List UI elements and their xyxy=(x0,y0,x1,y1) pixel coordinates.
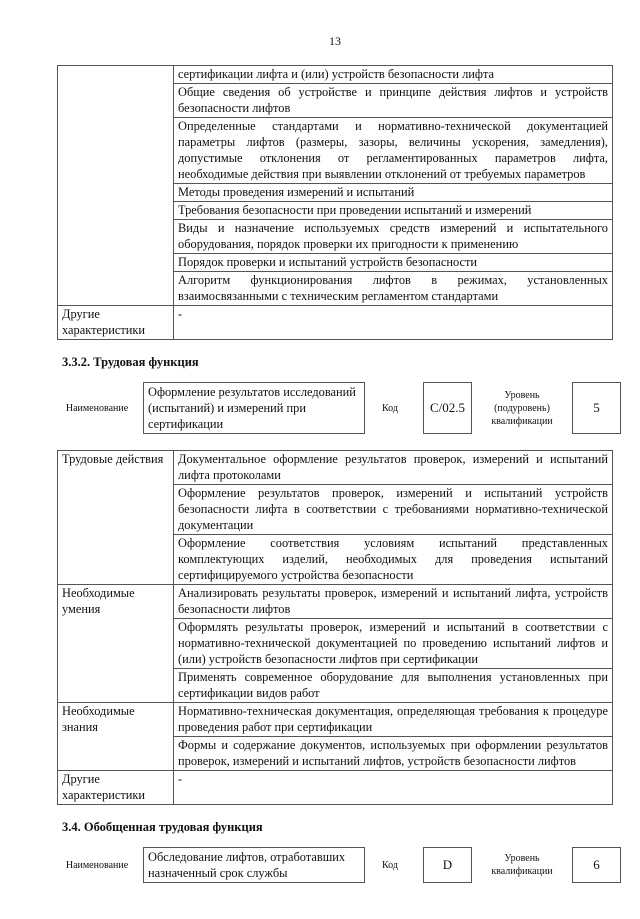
table-row: Виды и назначение используемых средств измерений и испытательного оборудования, порядок проверки их пригодности к применению xyxy=(174,220,613,254)
knowledge-table-continued xyxy=(57,65,613,340)
table-row: Алгоритм функционирования лифтов в режимах, установленных взаимосвязанными с техническим регламентом стандартами xyxy=(174,272,613,306)
table-row: Общие сведения об устройстве и принципе действия лифтов и устройств безопасности лифтов xyxy=(174,84,613,118)
table-row: Оформление соответствия условиям испытаний представленных комплектующих изделий, необходимых для проведения испытаний сертифицируемого устройства безопасности xyxy=(174,535,613,585)
table-row: Формы и содержание документов, используемых при оформлении результатов проверок, измерений и испытаний лифтов, устройств безопасности лифтов xyxy=(174,737,613,771)
table-row: Документальное оформление результатов проверок, измерений и испытаний лифта протоколами xyxy=(174,451,613,485)
level-label: Уровень (подуровень) квалификации xyxy=(491,389,553,427)
table-row: Оформлять результаты проверок, измерений и испытаний в соответствии с нормативно-технической документацией по проведению испытаний лифтов и (или) устройств безопасности лифтов при сертификации xyxy=(174,619,613,669)
level-label: Уровень квалификации xyxy=(491,853,553,877)
generalized-function-header-row xyxy=(57,847,613,883)
function-header-row xyxy=(57,382,613,434)
name-label: Наименование xyxy=(65,402,129,414)
table-row: Применять современное оборудование для выполнения установленных при сертификации видов работ xyxy=(174,669,613,703)
table-row: Порядок проверки и испытаний устройств безопасности xyxy=(174,254,613,272)
section-heading: 3.4. Обобщенная трудовая функция xyxy=(62,820,263,834)
row-label: Необходимые умения xyxy=(58,585,174,703)
code-value: C/02.5 xyxy=(423,382,472,434)
function-name: Оформление результатов исследований (испытаний) и измерений при сертификации xyxy=(143,382,365,434)
row-label: Трудовые действия xyxy=(58,451,174,585)
level-value: 5 xyxy=(572,382,621,434)
page-number: 13 xyxy=(329,34,341,48)
code-label: Код xyxy=(382,859,398,871)
function-name: Обследование лифтов, отработавших назначенный срок службы xyxy=(143,847,365,883)
labor-function-table xyxy=(57,450,613,805)
section-heading: 3.3.2. Трудовая функция xyxy=(62,355,199,369)
row-label: Другие характеристики xyxy=(58,771,174,805)
table-row: сертификации лифта и (или) устройств безопасности лифта xyxy=(174,66,613,84)
table-row: Требования безопасности при проведении испытаний и измерений xyxy=(174,202,613,220)
level-value: 6 xyxy=(572,847,621,883)
name-label: Наименование xyxy=(65,859,129,871)
table-row: Оформление результатов проверок, измерений и испытаний устройств безопасности лифта в соответствии с требованиями нормативно-технической документации xyxy=(174,485,613,535)
code-value: D xyxy=(423,847,472,883)
table-row: - xyxy=(174,771,613,805)
table-row: Методы проведения измерений и испытаний xyxy=(174,184,613,202)
code-label: Код xyxy=(382,402,398,414)
row-label: Необходимые знания xyxy=(58,703,174,771)
table-row: Анализировать результаты проверок, измерений и испытаний лифта, устройств безопасности лифтов xyxy=(174,585,613,619)
table-row: Определенные стандартами и нормативно-технической документацией параметры лифтов (размеры, зазоры, величины ускорения, замедления), допустимые отклонения от регламентированных параметров лифта, необходимые действия при выявлении отклонений от требуемых параметров xyxy=(174,118,613,184)
table-row: - xyxy=(174,306,613,340)
table-row: Нормативно-техническая документация, определяющая требования к процедуре проведения работ при сертификации xyxy=(174,703,613,737)
row-label: Другие характеристики xyxy=(58,306,174,340)
